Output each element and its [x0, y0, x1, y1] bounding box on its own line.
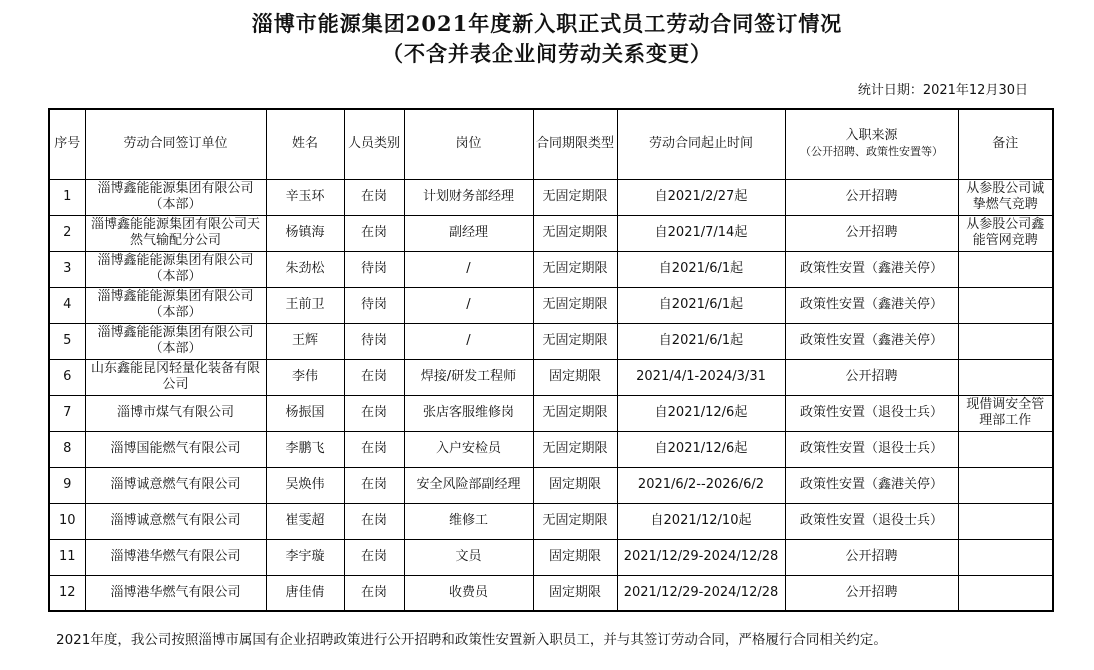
cell-post: /	[404, 287, 533, 323]
cell-remark	[958, 575, 1053, 611]
cell-category: 在岗	[344, 503, 404, 539]
cell-unit: 淄博鑫能能源集团有限公司天然气输配分公司	[85, 215, 266, 251]
cell-period: 2021/4/1-2024/3/31	[617, 359, 785, 395]
header-unit: 劳动合同签订单位	[85, 109, 266, 179]
cell-term-type: 无固定期限	[533, 323, 617, 359]
cell-source: 公开招聘	[785, 359, 958, 395]
cell-period: 2021/12/29-2024/12/28	[617, 575, 785, 611]
header-term-type: 合同期限类型	[533, 109, 617, 179]
cell-remark	[958, 251, 1053, 287]
cell-period: 自2021/7/14起	[617, 215, 785, 251]
cell-name: 朱劲松	[266, 251, 344, 287]
document-title: 淄博市能源集团2021年度新入职正式员工劳动合同签订情况	[251, 11, 843, 36]
cell-post: 维修工	[404, 503, 533, 539]
cell-post: 入户安检员	[404, 431, 533, 467]
cell-period: 自2021/12/6起	[617, 395, 785, 431]
cell-unit: 淄博诚意燃气有限公司	[85, 503, 266, 539]
cell-index: 1	[49, 179, 85, 215]
cell-period: 自2021/6/1起	[617, 323, 785, 359]
cell-name: 李鹏飞	[266, 431, 344, 467]
cell-source: 政策性安置（鑫港关停）	[785, 251, 958, 287]
table-row	[49, 575, 1053, 611]
cell-source: 政策性安置（退役士兵）	[785, 395, 958, 431]
cell-category: 待岗	[344, 251, 404, 287]
footer-note: 2021年度，我公司按照淄博市属国有企业招聘政策进行公开招聘和政策性安置新入职员工，并与其签订劳动合同，严格履行合同相关约定。	[56, 632, 887, 648]
cell-period: 自2021/12/6起	[617, 431, 785, 467]
cell-term-type: 无固定期限	[533, 395, 617, 431]
cell-source: 公开招聘	[785, 575, 958, 611]
contract-table	[48, 108, 1054, 612]
cell-category: 在岗	[344, 431, 404, 467]
table-row	[49, 359, 1053, 395]
cell-post: 计划财务部经理	[404, 179, 533, 215]
cell-remark: 从参股公司诚挚燃气竞聘	[958, 179, 1053, 215]
cell-index: 9	[49, 467, 85, 503]
cell-term-type: 固定期限	[533, 575, 617, 611]
table-row	[49, 323, 1053, 359]
cell-term-type: 无固定期限	[533, 215, 617, 251]
cell-post: 文员	[404, 539, 533, 575]
cell-remark: 现借调安全管理部工作	[958, 395, 1053, 431]
cell-category: 待岗	[344, 287, 404, 323]
cell-post: 焊接/研发工程师	[404, 359, 533, 395]
cell-unit: 淄博市煤气有限公司	[85, 395, 266, 431]
header-index: 序号	[49, 109, 85, 179]
cell-remark	[958, 359, 1053, 395]
cell-term-type: 无固定期限	[533, 431, 617, 467]
table-row	[49, 431, 1053, 467]
cell-source: 公开招聘	[785, 539, 958, 575]
cell-source: 政策性安置（退役士兵）	[785, 503, 958, 539]
cell-period: 自2021/6/1起	[617, 287, 785, 323]
cell-unit: 淄博鑫能能源集团有限公司（本部）	[85, 287, 266, 323]
header-source-sub: （公开招聘、政策性安置等）	[800, 145, 943, 159]
table-row	[49, 251, 1053, 287]
table-body	[49, 179, 1053, 611]
cell-remark	[958, 323, 1053, 359]
cell-term-type: 无固定期限	[533, 251, 617, 287]
cell-period: 自2021/12/10起	[617, 503, 785, 539]
cell-period: 2021/12/29-2024/12/28	[617, 539, 785, 575]
cell-post: 安全风险部副经理	[404, 467, 533, 503]
cell-name: 李宇璇	[266, 539, 344, 575]
header-source-main: 入职来源	[845, 128, 898, 144]
cell-index: 12	[49, 575, 85, 611]
cell-post: /	[404, 323, 533, 359]
cell-name: 王前卫	[266, 287, 344, 323]
cell-term-type: 无固定期限	[533, 179, 617, 215]
cell-name: 唐佳倩	[266, 575, 344, 611]
table-row	[49, 395, 1053, 431]
cell-period: 自2021/2/27起	[617, 179, 785, 215]
cell-source: 公开招聘	[785, 215, 958, 251]
cell-term-type: 无固定期限	[533, 287, 617, 323]
cell-remark	[958, 431, 1053, 467]
cell-post: 副经理	[404, 215, 533, 251]
cell-category: 在岗	[344, 179, 404, 215]
cell-name: 杨振国	[266, 395, 344, 431]
table-header-row	[49, 109, 1053, 179]
cell-unit: 淄博国能燃气有限公司	[85, 431, 266, 467]
cell-source: 公开招聘	[785, 179, 958, 215]
document-subtitle: （不含并表企业间劳动关系变更）	[382, 41, 712, 66]
cell-index: 2	[49, 215, 85, 251]
cell-index: 11	[49, 539, 85, 575]
cell-name: 李伟	[266, 359, 344, 395]
cell-index: 7	[49, 395, 85, 431]
cell-name: 崔雯超	[266, 503, 344, 539]
cell-name: 吴焕伟	[266, 467, 344, 503]
cell-term-type: 无固定期限	[533, 503, 617, 539]
header-period: 劳动合同起止时间	[617, 109, 785, 179]
cell-remark	[958, 503, 1053, 539]
cell-source: 政策性安置（鑫港关停）	[785, 323, 958, 359]
cell-term-type: 固定期限	[533, 539, 617, 575]
header-post: 岗位	[404, 109, 533, 179]
cell-unit: 淄博鑫能能源集团有限公司（本部）	[85, 323, 266, 359]
cell-remark	[958, 539, 1053, 575]
cell-post: 张店客服维修岗	[404, 395, 533, 431]
cell-category: 在岗	[344, 395, 404, 431]
cell-period: 自2021/6/1起	[617, 251, 785, 287]
table-row	[49, 179, 1053, 215]
cell-source: 政策性安置（退役士兵）	[785, 431, 958, 467]
cell-unit: 淄博鑫能能源集团有限公司（本部）	[85, 179, 266, 215]
cell-remark	[958, 287, 1053, 323]
cell-term-type: 固定期限	[533, 359, 617, 395]
cell-name: 杨镇海	[266, 215, 344, 251]
cell-unit: 山东鑫能昆冈轻量化装备有限公司	[85, 359, 266, 395]
table-row	[49, 539, 1053, 575]
table-row	[49, 215, 1053, 251]
cell-name: 辛玉环	[266, 179, 344, 215]
cell-term-type: 固定期限	[533, 467, 617, 503]
cell-index: 4	[49, 287, 85, 323]
table-row	[49, 467, 1053, 503]
cell-unit: 淄博鑫能能源集团有限公司（本部）	[85, 251, 266, 287]
header-remark: 备注	[958, 109, 1053, 179]
table-row	[49, 287, 1053, 323]
cell-category: 在岗	[344, 215, 404, 251]
header-category: 人员类别	[344, 109, 404, 179]
cell-name: 王辉	[266, 323, 344, 359]
header-name: 姓名	[266, 109, 344, 179]
cell-unit: 淄博诚意燃气有限公司	[85, 467, 266, 503]
cell-unit: 淄博港华燃气有限公司	[85, 539, 266, 575]
cell-index: 10	[49, 503, 85, 539]
cell-period: 2021/6/2--2026/6/2	[617, 467, 785, 503]
cell-unit: 淄博港华燃气有限公司	[85, 575, 266, 611]
header-source	[785, 109, 958, 179]
statistics-date: 统计日期：2021年12月30日	[857, 83, 1028, 98]
cell-index: 8	[49, 431, 85, 467]
cell-index: 6	[49, 359, 85, 395]
cell-index: 3	[49, 251, 85, 287]
cell-category: 在岗	[344, 359, 404, 395]
cell-post: /	[404, 251, 533, 287]
cell-category: 在岗	[344, 467, 404, 503]
table-row	[49, 503, 1053, 539]
cell-post: 收费员	[404, 575, 533, 611]
cell-remark: 从参股公司鑫能管网竞聘	[958, 215, 1053, 251]
cell-category: 待岗	[344, 323, 404, 359]
cell-source: 政策性安置（鑫港关停）	[785, 467, 958, 503]
cell-category: 在岗	[344, 575, 404, 611]
cell-category: 在岗	[344, 539, 404, 575]
cell-remark	[958, 467, 1053, 503]
cell-source: 政策性安置（鑫港关停）	[785, 287, 958, 323]
cell-index: 5	[49, 323, 85, 359]
